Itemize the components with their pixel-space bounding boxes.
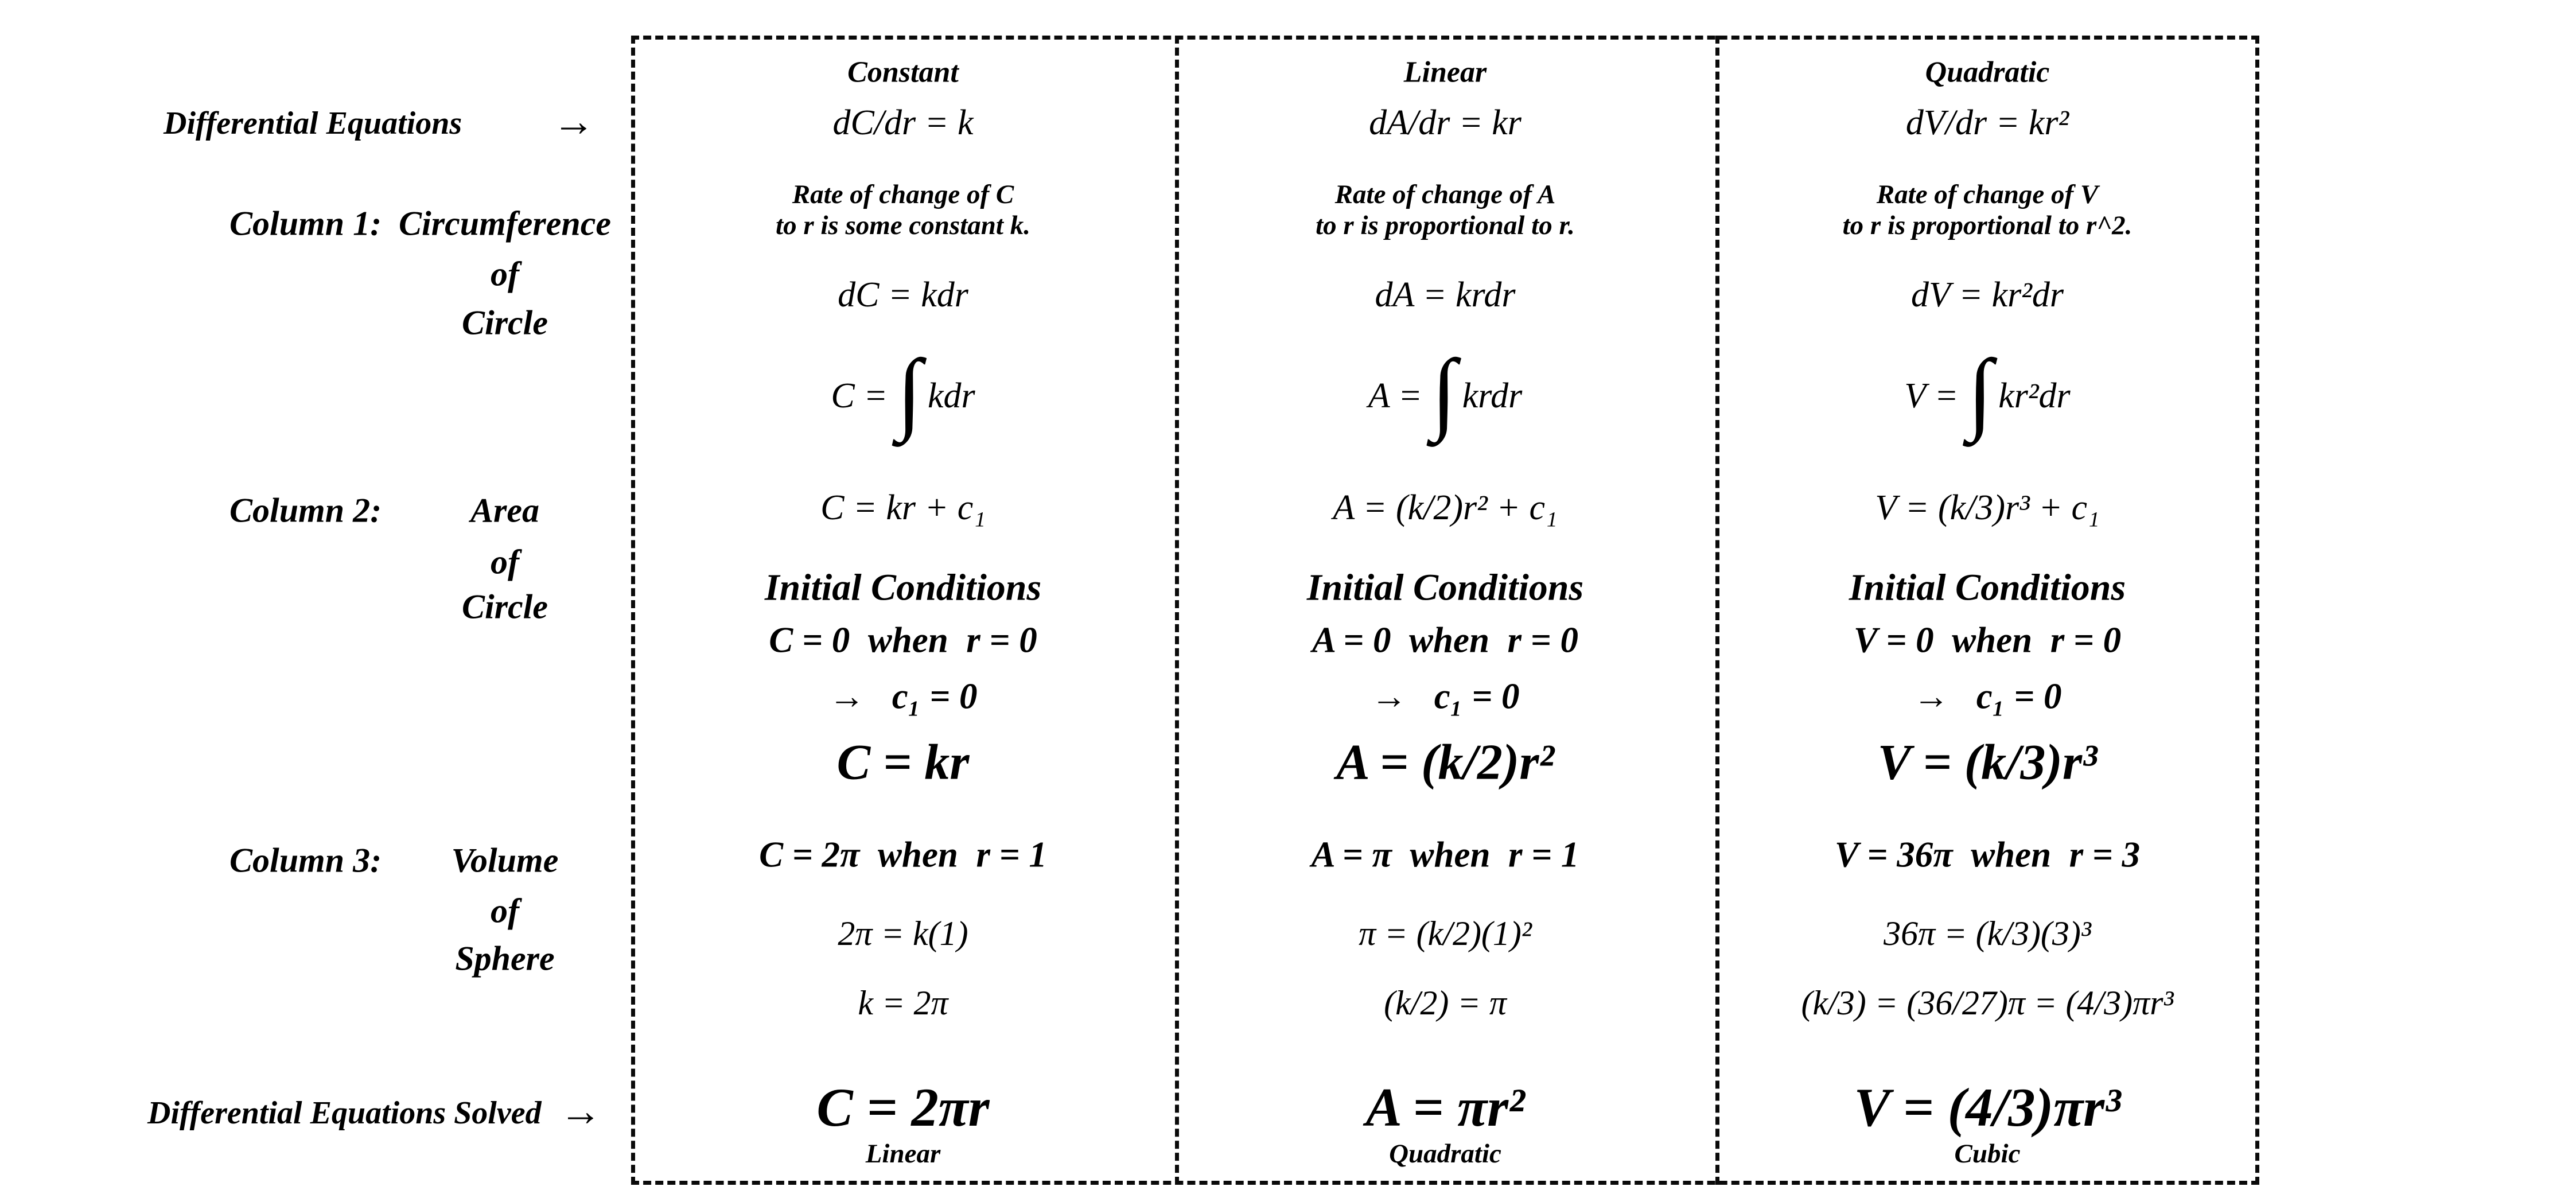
- integral-equation: [631, 340, 1175, 442]
- rate-description-line2: to r is proportional to r.: [1316, 211, 1575, 241]
- general-solution: C = kr: [836, 734, 970, 791]
- rate-description-line1: Rate of change of C: [792, 180, 1014, 210]
- integral-sign-icon: ∫: [1967, 340, 1993, 442]
- column-type-header: Linear: [1403, 56, 1487, 89]
- initial-conditions-title: Initial Conditions: [764, 566, 1042, 609]
- integral-lhs: A =: [1368, 376, 1422, 415]
- column3-label-line3: Sphere: [455, 939, 555, 978]
- column3-label-line2: of: [491, 892, 519, 930]
- integral-lhs: C =: [831, 376, 888, 415]
- right-arrow-icon: →: [552, 98, 595, 146]
- integral-sign-icon: ∫: [1431, 340, 1457, 442]
- column2-label-line1: Area: [470, 491, 539, 530]
- integrated-equation: A = (k/2)r² + c₁: [1333, 488, 1558, 527]
- integral-equation: [1175, 340, 1715, 442]
- rate-description-line2: to r is proportional to r^2.: [1842, 211, 2133, 241]
- final-solution: V = (4/3)πr³: [1854, 1076, 2121, 1138]
- substitution-step: 36π = (k/3)(3)³: [1884, 915, 2091, 952]
- rate-description-line1: Rate of change of V: [1876, 180, 2099, 210]
- substitution-step: π = (k/2)(1)²: [1359, 915, 1532, 952]
- differential-equation: dC/dr = k: [832, 103, 974, 142]
- differential-equation: dV/dr = kr²: [1905, 103, 2069, 142]
- known-condition: C = 2π when r = 1: [759, 834, 1047, 875]
- integrated-equation: C = kr + c₁: [820, 488, 986, 527]
- solution-type-footer: Cubic: [1954, 1139, 2021, 1169]
- initial-condition: A = 0 when r = 0: [1312, 620, 1578, 660]
- general-solution: A = (k/2)r²: [1336, 734, 1554, 791]
- column-volume: [1715, 36, 2259, 1185]
- constant-result: → c₁ = 0: [1371, 676, 1520, 717]
- column2-label-line3: Circle: [462, 588, 548, 626]
- column1-label-prefix: Column 1:: [229, 204, 382, 243]
- right-arrow-icon: →: [559, 1088, 602, 1135]
- constant-result: → c₁ = 0: [828, 676, 978, 717]
- separated-variables-equation: dC = kdr: [838, 275, 968, 314]
- known-condition: A = π when r = 1: [1311, 834, 1579, 875]
- diff-eq-row-label: Differential Equations: [164, 106, 462, 141]
- column-type-header: Constant: [847, 56, 959, 89]
- k-solved-step: (k/2) = π: [1384, 984, 1507, 1022]
- integral-rhs: kr²dr: [1998, 376, 2071, 415]
- initial-conditions-title: Initial Conditions: [1306, 566, 1584, 609]
- general-solution: V = (k/3)r³: [1877, 734, 2098, 791]
- initial-condition: V = 0 when r = 0: [1853, 620, 2122, 660]
- column1-label-line1: Circumference: [399, 204, 611, 243]
- solution-type-footer: Quadratic: [1389, 1139, 1501, 1169]
- separated-variables-equation: dA = krdr: [1375, 275, 1516, 314]
- initial-conditions-title: Initial Conditions: [1849, 566, 2126, 609]
- integral-equation: [1715, 340, 2259, 442]
- column3-label-line1: Volume: [451, 841, 559, 880]
- diff-eq-solved-row-label: Differential Equations Solved: [147, 1095, 542, 1131]
- known-condition: V = 36π when r = 3: [1834, 834, 2141, 875]
- final-solution: C = 2πr: [816, 1076, 990, 1138]
- k-solved-step: k = 2π: [858, 984, 948, 1022]
- integral-rhs: krdr: [1462, 376, 1523, 415]
- solution-type-footer: Linear: [865, 1139, 941, 1169]
- column-area: [1175, 36, 1715, 1185]
- integrated-equation: V = (k/3)r³ + c₁: [1875, 488, 2100, 527]
- substitution-step: 2π = k(1): [838, 915, 968, 952]
- column2-label-prefix: Column 2:: [229, 491, 382, 530]
- separated-variables-equation: dV = kr²dr: [1911, 275, 2064, 314]
- column-type-header: Quadratic: [1925, 56, 2050, 89]
- integral-lhs: V =: [1904, 376, 1959, 415]
- initial-condition: C = 0 when r = 0: [769, 620, 1037, 660]
- constant-result: → c₁ = 0: [1913, 676, 2062, 717]
- final-solution: A = πr²: [1365, 1076, 1525, 1138]
- column3-label-prefix: Column 3:: [229, 841, 382, 880]
- integral-sign-icon: ∫: [897, 340, 922, 442]
- rate-description-line2: to r is some constant k.: [776, 211, 1030, 241]
- column-circumference: [631, 36, 1175, 1185]
- column1-label-line2: of: [491, 255, 519, 293]
- rate-description-line1: Rate of change of A: [1334, 180, 1556, 210]
- column1-label-line3: Circle: [462, 304, 548, 342]
- integral-rhs: kdr: [927, 376, 975, 415]
- differential-equation: dA/dr = kr: [1369, 103, 1522, 142]
- column2-label-line2: of: [491, 543, 519, 581]
- k-solved-step: (k/3) = (36/27)π = (4/3)πr³: [1801, 984, 2174, 1022]
